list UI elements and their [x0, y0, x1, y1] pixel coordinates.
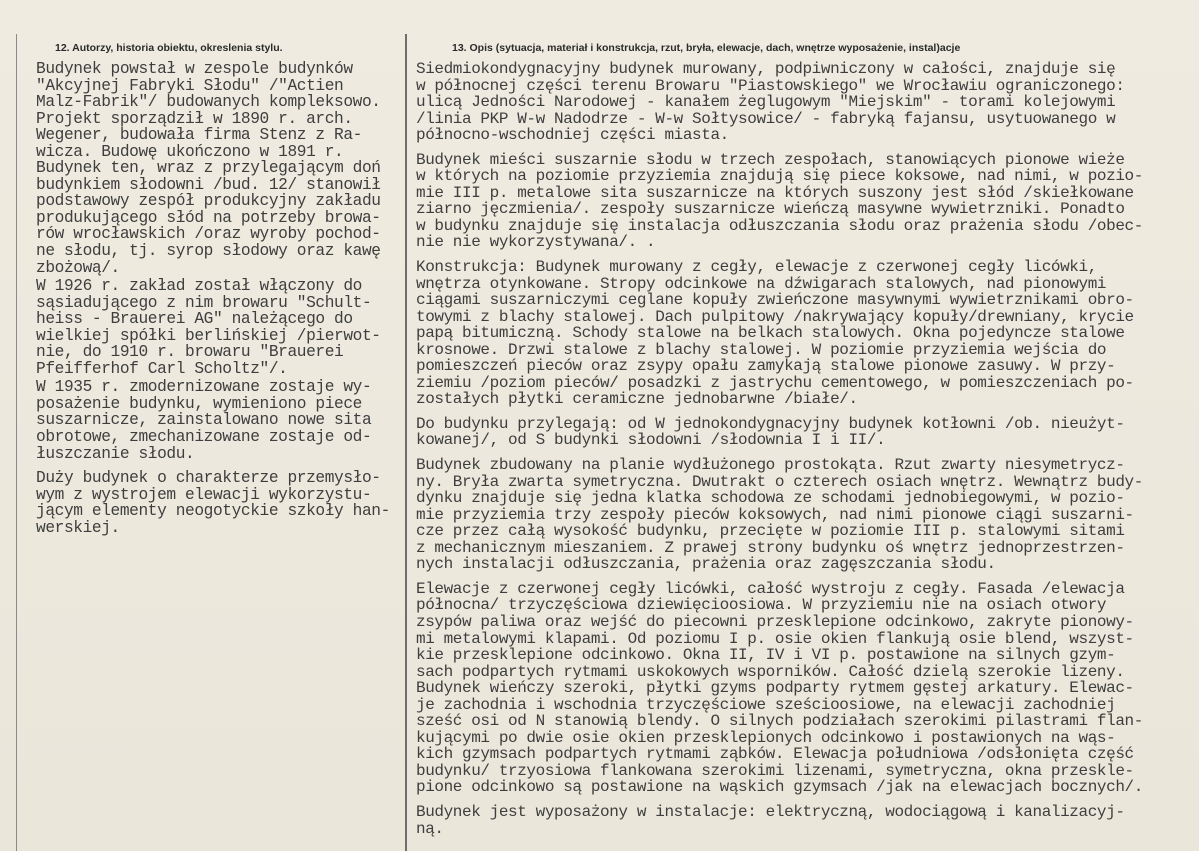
text-line: wym z wystrojem elewacji wykorzystu-: [36, 485, 372, 504]
text-line: sąsiadującego z nim browaru "Schult-: [36, 293, 372, 312]
history-text-column: [36, 61, 404, 544]
text-line: Budynek powstał w zespole budynków: [36, 60, 353, 78]
text-line: Budynek jest wyposażony w instalacje: elektryczną, wodociągową i kanalizacyj-: [416, 802, 1125, 821]
text-line: sześć osi od N stanowią blendy. O silnych podziałach szerokimi pilastrami flan-: [416, 712, 1143, 731]
text-line: W 1935 r. zmodernizowane zostaje wy-: [36, 378, 372, 397]
text-line: wicza. Budowę ukończono w 1891 r.: [36, 142, 344, 161]
text-line: z mechanicznym mieszaniem. Z prawej strony budynku oś wnętrz jednoprzestrzen-: [416, 538, 1125, 557]
description-paragraph: [416, 457, 1196, 573]
text-line: Duży budynek o charakterze przemysło-: [36, 469, 381, 488]
text-line: Konstrukcja: Budynek murowany z cegły, elewacje z czerwonej cegły licówki,: [416, 258, 1097, 277]
text-line: Elewacje z czerwonej cegły licówki, całość wystroju z cegły. Fasada /elewacja: [416, 579, 1125, 598]
column-divider: [405, 34, 407, 851]
history-paragraph: [36, 470, 404, 536]
text-line: kie przesklepione odcinkowo. Okna II, IV i VI p. postawione na silnych gzym-: [416, 646, 1116, 665]
text-line: Budynek wieńczy szeroki, płytki gzyms podparty rytmem gęstej arkatury. Elewac-: [416, 679, 1134, 698]
text-line: łuszczanie słodu.: [36, 444, 195, 463]
text-line: pomieszczeń pieców oraz zsypy opału zamykają stalowe pionowe zasuwy. W przy-: [416, 357, 1116, 376]
text-line: Budynek zbudowany na planie wydłużonego prostokąta. Rzut zwarty niesymetrycz-: [416, 456, 1125, 475]
text-line: papą bitumiczną. Schody stalowe na belkach stalowych. Okna pojedyncze stalowe: [416, 324, 1125, 343]
text-line: zostałych płytki ceramiczne jednobarwne /białe/.: [416, 390, 858, 409]
text-line: sach podpartych rytmami uskokowych wsporników. Całość dzielą szerokie lizeny.: [416, 662, 1125, 681]
text-line: Projekt sporządził w 1890 r. arch.: [36, 109, 353, 128]
text-line: posażenie budynku, wymieniono piece: [36, 394, 362, 413]
text-line: ulicą Jedności Narodowej - kanałem żeglugowym "Miejskim" - torami kolejowymi: [416, 93, 1116, 112]
text-line: suszarnicze, zainstalowano nowe sita: [36, 411, 372, 430]
text-line: heiss - Brauerei AG" należącego do: [36, 310, 353, 329]
text-line: Malz-Fabrik"/ budowanych kompleksowo.: [36, 93, 381, 112]
text-line: kowanej/, od S budynki słodowni /słodownia I i II/.: [416, 431, 886, 450]
text-line: mi metalowymi klapami. Od poziomu I p. osie okien flankują osie blend, wszyst-: [416, 629, 1134, 648]
text-line: Budynek ten, wraz z przylegającym doń: [36, 159, 381, 178]
history-paragraph: [36, 379, 404, 462]
text-line: Siedmiokondygnacyjny budynek murowany, podpiwniczony w całości, znajduje się: [416, 60, 1116, 78]
text-line: Wegener, budowała firma Stenz z Ra-: [36, 126, 362, 145]
text-line: nie, do 1910 r. browaru "Brauerei: [36, 343, 344, 362]
text-line: werskiej.: [36, 518, 120, 537]
description-text-column: [416, 61, 1196, 845]
text-line: w budynku znajduje się instalacja odłuszczania słodu oraz prażenia słodu /obec-: [416, 216, 1143, 235]
text-line: obrotowe, zmechanizowane zostaje od-: [36, 428, 372, 447]
description-paragraph: [416, 259, 1196, 408]
text-line: nych instalacji odłuszczania, prażenia oraz zagęszczania słodu.: [416, 555, 996, 574]
text-line: nie nie wykorzystywana/. .: [416, 233, 656, 252]
text-line: podstawowy zespół produkcyjny zakładu: [36, 192, 381, 211]
text-line: mie przyziemia trzy zespoły pieców koksowych, nad nimi pionowe ciągi suszarni-: [416, 505, 1134, 524]
text-line: ny. Bryła zwarta symetryczna. Dwutrakt o czterech osiach wnętrz. Wewnątrz budy-: [416, 472, 1143, 491]
text-line: ziarno jęczmienia/. zespoły suszarnicze wieńczą masywne wywietrzniki. Ponadto: [416, 200, 1125, 219]
description-paragraph: [416, 416, 1196, 449]
text-line: ne słodu, tj. syrop słodowy oraz kawę: [36, 242, 381, 261]
text-line: Do budynku przylegają: od W jednokondygnacyjny budynek kotłowni /ob. nieużyt-: [416, 414, 1125, 433]
text-line: /linia PKP W-w Nadodrze - W-w Sołtysowice/ - fabryką fajansu, usytuowanego w: [416, 109, 1116, 128]
text-line: północno-wschodniej części miasta.: [416, 126, 729, 145]
text-line: jącym elementy neogotyckie szkoły han-: [36, 502, 390, 521]
text-line: ciągami suszarniczymi ceglane kopuły zwieńczone masywnymi wywietrznikami obro-: [416, 291, 1134, 310]
text-line: "Akcyjnej Fabryki Słodu" /"Actien: [36, 76, 344, 95]
text-line: wielkiej spółki berlińskiej /pierwot-: [36, 326, 381, 345]
text-line: ną.: [416, 819, 444, 838]
text-line: W 1926 r. zakład został włączony do: [36, 277, 362, 296]
text-line: Budynek mieści suszarnie słodu w trzech zespołach, stanowiących pionowe wieże: [416, 150, 1125, 169]
section-12-header: 12. Autorzy, historia obiektu, okreslenia stylu.: [55, 42, 283, 54]
left-margin-rule: [16, 34, 17, 851]
text-line: je zachodnia i wschodnia trzyczęściowe sześcioosiowe, na elewacji zachodniej: [416, 695, 1116, 714]
text-line: Pfeifferhof Carl Scholtz"/.: [36, 359, 288, 378]
text-line: zbożową/.: [36, 258, 120, 277]
history-paragraph: [36, 61, 404, 276]
text-line: dynku znajduje się jedna klatka schodowa ze schodami jednobiegowymi, w pozio-: [416, 489, 1125, 508]
text-line: pione odcinkowo są postawione na wąskich gzymsach /jak na elewacjach bocznych/.: [416, 778, 1143, 797]
text-line: budynku/ trzyosiowa flankowana szerokimi lizenami, symetryczna, okna przeskle-: [416, 761, 1134, 780]
text-line: północna/ trzyczęściowa dziewięcioosiowa. W przyziemiu nie na osiach otwory: [416, 596, 1107, 615]
text-line: w których na poziomie przyziemia znajdują się piece koksowe, nad nimi, w pozio-: [416, 167, 1143, 186]
text-line: kującymi po dwie osie okien przesklepionych odcinkowo i postawionych na wąs-: [416, 728, 1116, 747]
text-line: w północnej części terenu Browaru "Piastowskiego" we Wrocławiu ograniczonego:: [416, 76, 1125, 95]
text-line: ziemiu /poziom pieców/ posadzki z jastrychu cementowego, w pomieszczeniach po-: [416, 373, 1134, 392]
text-line: towymi z blachy stalowej. Dach pulpitowy /nakrywający kopuły/drewniany, krycie: [416, 307, 1134, 326]
text-line: mie III p. metalowe sita suszarnicze na których suszony jest słód /skiełkowane: [416, 183, 1134, 202]
description-paragraph: [416, 804, 1196, 837]
text-line: rów wrocławskich /oraz wyroby pochod-: [36, 225, 381, 244]
text-line: wnętrza otynkowane. Stropy odcinkowe na dźwigarach stalowych, nad pionowymi: [416, 274, 1107, 293]
history-paragraph: [36, 278, 404, 377]
text-line: krosnowe. Drzwi stalowe z blachy stalowej. W poziomie przyziemia wejścia do: [416, 340, 1107, 359]
text-line: kich gzymsach podpartych rytmami ząbków. Elewacja południowa /odsłonięta część: [416, 745, 1134, 764]
text-line: cze przez całą wysokość budynku, przecięte w poziomie III p. stalowymi sitami: [416, 522, 1125, 541]
description-paragraph: [416, 152, 1196, 251]
text-line: budynkiem słodowni /bud. 12/ stanowił: [36, 175, 381, 194]
description-paragraph: [416, 581, 1196, 796]
text-line: zsypów paliwa oraz wejść do piecowni przesklepione odcinkowo, zakryte pionowy-: [416, 612, 1134, 631]
description-paragraph: [416, 61, 1196, 144]
section-13-header: 13. Opis (sytuacja, materiał i konstrukcja, rzut, bryła, elewacje, dach, wnętrze wyposażenie, instal)acje: [452, 42, 961, 54]
text-line: produkującego słód na potrzeby browa-: [36, 208, 381, 227]
